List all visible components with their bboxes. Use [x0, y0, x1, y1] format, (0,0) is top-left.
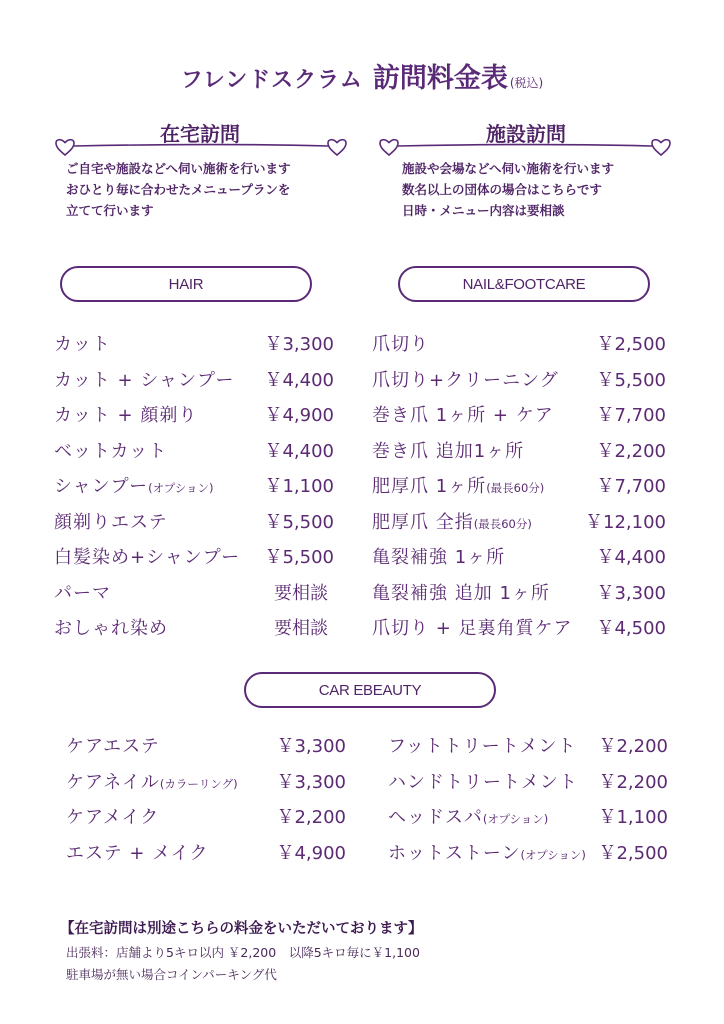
facility-visit-title: 施設訪問	[486, 122, 566, 146]
service-name: ハンドトリートメント	[388, 771, 578, 793]
price-row	[372, 508, 666, 544]
service-name: 爪切り	[372, 334, 429, 355]
care-beauty-left-list	[66, 732, 346, 874]
home-visit-line: ご自宅や施設などへ伺い施術を行います	[66, 161, 291, 176]
service-price: ￥4,400	[264, 369, 334, 391]
service-note: (オプション)	[482, 812, 549, 826]
price-row	[388, 803, 668, 839]
price-row	[54, 437, 334, 473]
service-name: 爪切り + 足裏角質ケア	[372, 618, 573, 639]
shop-name: フレンドスクラム	[180, 68, 363, 93]
price-row	[54, 614, 334, 650]
price-row	[66, 768, 346, 804]
page-title	[0, 56, 724, 95]
service-price: ￥1,100	[598, 807, 668, 828]
service-name: ベットカット	[54, 440, 168, 462]
service-name: 白髪染め+シャンプー	[54, 547, 241, 568]
service-name: 亀裂補強 追加 1ヶ所	[372, 582, 550, 604]
service-price: 要相談	[274, 582, 328, 604]
price-row	[388, 732, 668, 768]
price-row	[388, 839, 668, 875]
service-price: ￥2,200	[596, 440, 666, 462]
travel-fee-line: 出張料：店舗より5キロ以内 ￥2,200 以降5キロ毎に￥1,100	[66, 945, 420, 960]
service-price: ￥5,500	[264, 547, 334, 568]
price-row	[372, 614, 666, 650]
service-price: ￥7,700	[596, 405, 666, 426]
service-price: ￥3,300	[264, 334, 334, 355]
home-visit-description	[66, 158, 291, 221]
facility-visit-line: 数名以上の団体の場合はこちらです	[402, 182, 602, 197]
service-name: ケアエステ	[66, 736, 160, 757]
home-visit-line: 立てて行います	[66, 203, 154, 218]
service-price: ￥3,300	[276, 736, 346, 757]
price-row	[372, 472, 666, 508]
service-name: シャンプー(オプション)	[54, 476, 214, 497]
service-name: カット + 顔剃り	[54, 405, 198, 426]
service-name: 爪切り+クリーニング	[372, 369, 559, 391]
travel-fee-heading: 【在宅訪問は別途こちらの料金をいただいております】	[60, 921, 423, 937]
service-name: エステ + メイク	[66, 842, 209, 864]
service-name: おしゃれ染め	[54, 618, 168, 639]
price-row	[372, 543, 666, 579]
service-name: フットトリートメント	[388, 736, 577, 757]
price-row	[54, 401, 334, 437]
service-price: ￥4,400	[596, 547, 666, 568]
service-price: ￥4,900	[276, 842, 346, 864]
service-note: (オプション)	[520, 847, 586, 862]
price-row	[372, 330, 666, 366]
service-note: (最長60分)	[473, 516, 532, 531]
price-row	[372, 437, 666, 473]
parking-fee-line: 駐車場が無い場合コインパーキング代	[66, 967, 277, 982]
service-note: (最長60分)	[486, 481, 545, 495]
facility-visit-heart-divider	[378, 133, 672, 159]
service-name: 亀裂補強 1ヶ所	[372, 547, 506, 568]
price-row	[54, 366, 334, 402]
service-name: ケアネイル(カラーリング)	[66, 771, 238, 793]
service-price: ￥5,500	[596, 369, 666, 391]
service-price: ￥12,100	[585, 511, 666, 533]
service-price: ￥4,900	[264, 405, 334, 426]
price-row	[372, 579, 666, 615]
service-price: ￥2,500	[596, 334, 666, 355]
home-visit-title: 在宅訪問	[160, 122, 240, 146]
service-name: ケアメイク	[66, 807, 160, 828]
service-price: ￥3,300	[596, 582, 666, 604]
service-name: カット + シャンプー	[54, 369, 235, 391]
service-price: ￥7,700	[596, 476, 666, 497]
facility-visit-line: 日時・メニュー内容は要相談	[402, 203, 565, 218]
price-row	[372, 366, 666, 402]
service-name: カット	[54, 334, 111, 355]
price-row	[66, 803, 346, 839]
nail-footcare-category-label: NAIL&FOOTCARE	[398, 266, 650, 302]
facility-visit-description	[402, 158, 614, 221]
service-name: ヘッドスパ(オプション)	[388, 807, 549, 828]
service-name: 肥厚爪 1ヶ所(最長60分)	[372, 476, 545, 497]
service-price: ￥5,500	[264, 511, 334, 533]
price-row	[54, 579, 334, 615]
service-price: ￥2,200	[598, 736, 668, 757]
hair-category-label: HAIR	[60, 266, 312, 302]
price-row	[54, 472, 334, 508]
service-price: ￥2,200	[276, 807, 346, 828]
price-list-title: 訪問料金表	[372, 63, 508, 94]
service-price: ￥2,200	[598, 771, 668, 793]
service-note: (カラーリング)	[159, 776, 238, 791]
service-note: (オプション)	[148, 481, 214, 495]
hair-price-list	[54, 330, 334, 650]
service-price: ￥1,100	[264, 476, 334, 497]
tax-note: (税込)	[509, 76, 544, 90]
price-row	[388, 768, 668, 804]
service-price: 要相談	[274, 618, 328, 639]
service-price: ￥4,500	[596, 618, 666, 639]
price-row	[66, 839, 346, 875]
facility-visit-line: 施設や会場などへ伺い施術を行います	[402, 161, 615, 176]
care-beauty-category-label: CAR EBEAUTY	[244, 672, 496, 708]
price-row	[54, 330, 334, 366]
price-row	[372, 401, 666, 437]
price-row	[54, 508, 334, 544]
service-price: ￥3,300	[276, 771, 346, 793]
care-beauty-right-list	[388, 732, 668, 874]
price-row	[54, 543, 334, 579]
service-price: ￥2,500	[598, 842, 668, 864]
service-name: パーマ	[54, 582, 111, 604]
home-visit-line: おひとり毎に合わせたメニュープランを	[66, 182, 291, 197]
service-name: ホットストーン(オプション)	[388, 842, 586, 864]
service-price: ￥4,400	[264, 440, 334, 462]
service-name: 肥厚爪 全指(最長60分)	[372, 511, 532, 533]
service-name: 巻き爪 追加1ヶ所	[372, 440, 525, 462]
price-row	[66, 732, 346, 768]
home-visit-heart-divider	[54, 133, 348, 159]
service-name: 巻き爪 1ヶ所 + ケア	[372, 405, 554, 426]
nail-footcare-price-list	[372, 330, 666, 650]
service-name: 顔剃りエステ	[54, 511, 168, 533]
